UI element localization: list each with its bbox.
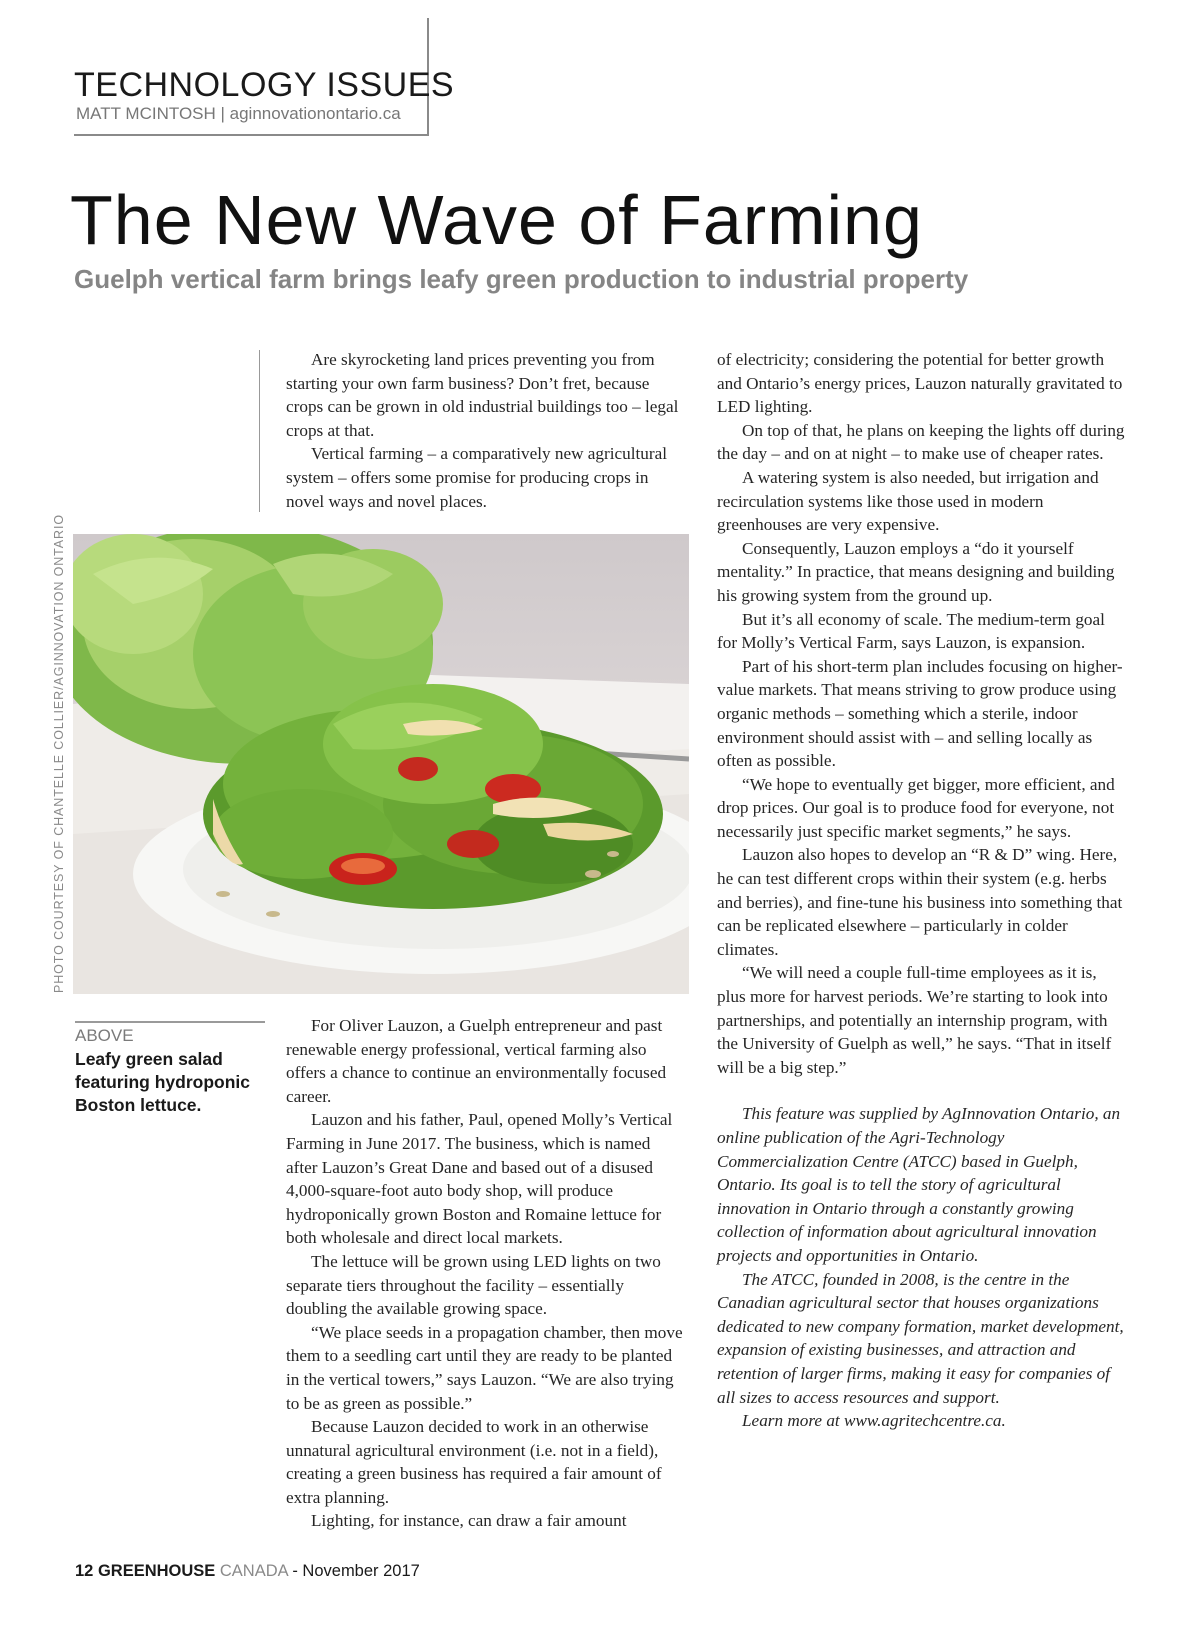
photo-credit: PHOTO COURTESY OF CHANTELLE COLLIER/AGINNOVATION ONTARIO — [52, 514, 66, 993]
credit-paragraph: The ATCC, founded in 2008, is the centre in the Canadian agricultural sector that houses organizations dedicated to new company formation, market development, expansion of existing businesses, and attraction and retention of larger firms, making it easy for companies of all sizes to access resources and support. — [717, 1269, 1124, 1407]
credit-paragraph: Learn more at www.agritechcentre.ca. — [742, 1411, 1006, 1431]
body-paragraph: On top of that, he plans on keeping the lights off during the day – and on at night – to make use of cheaper rates. — [717, 420, 1125, 464]
issue-date: - November 2017 — [292, 1562, 420, 1580]
body-paragraph: For Oliver Lauzon, a Guelph entrepreneur and past renewable energy professional, vertical farming also offers a chance to continue an environmentally focused career. — [286, 1016, 667, 1106]
caption-divider — [75, 1021, 265, 1023]
body-paragraph: A watering system is also needed, but irrigation and recirculation systems like those used in modern greenhouses are very expensive. — [717, 467, 1099, 535]
intro-column — [286, 348, 682, 513]
body-paragraph: Lauzon and his father, Paul, opened Molly’s Vertical Farming in June 2017. The business, which is named after Lauzon’s Great Dane and based out of a disused 4,000-square-foot auto body shop, will produce hydroponically grown Boston and Romaine lettuce for both wholesale and direct local markets. — [286, 1110, 673, 1248]
section-title: TECHNOLOGY ISSUES — [74, 66, 455, 104]
body-paragraph: of electricity; considering the potential for better growth and Ontario’s energy prices, Lauzon naturally gravitated to LED lighting. — [717, 350, 1123, 417]
magazine-name-light: CANADA — [219, 1562, 288, 1580]
photo-caption: Leafy green salad featuring hydroponic Boston lettuce. — [75, 1049, 250, 1115]
body-paragraph: But it’s all economy of scale. The medium-term goal for Molly’s Vertical Farm, says Lauzon, is expansion. — [717, 609, 1105, 653]
intro-paragraph: Are skyrocketing land prices preventing you from starting your own farm business? Don’t fret, because crops can be grown in old industrial buildings too – legal crops at that. — [286, 350, 679, 440]
body-paragraph: Consequently, Lauzon employs a “do it yourself mentality.” In practice, that means designing and building his growing system from the ground up. — [717, 538, 1115, 605]
body-paragraph: Part of his short-term plan includes focusing on higher-value markets. That means striving to grow produce using organic methods – something which a sterile, indoor environment should assist with – and selling locally as often as possible. — [717, 656, 1123, 771]
intro-divider — [259, 350, 260, 512]
section-byline: MATT MCINTOSH | aginnovationontario.ca — [76, 104, 401, 123]
body-column-middle — [286, 1014, 684, 1533]
body-paragraph: The lettuce will be grown using LED lights on two separate tiers throughout the facility – essentially doubling the available growing space. — [286, 1251, 661, 1319]
page-footer — [75, 1562, 420, 1581]
feature-credit-note — [717, 1102, 1127, 1432]
body-paragraph: “We place seeds in a propagation chamber, then move them to a seedling cart until they are ready to be planted in the vertical towers,” says Lauzon. “We are also trying to be as green as possible.” — [286, 1322, 683, 1413]
salad-photo — [73, 534, 689, 994]
credit-paragraph: This feature was supplied by AgInnovation Ontario, an online publication of the Agri-Technology Commercialization Centre (ATCC) based in Guelph, Ontario. Its goal is to tell the story of agricultural innovation in Ontario through a constantly growing collection of information about agricultural innovation projects and opportunities in Ontario. — [717, 1104, 1121, 1265]
article-subheadline: Guelph vertical farm brings leafy green production to industrial property — [74, 264, 969, 294]
caption-label: ABOVE — [75, 1026, 134, 1045]
body-paragraph: “We hope to eventually get bigger, more efficient, and drop prices. Our goal is to produce food for everyone, not necessarily just specific market segments,” he says. — [717, 774, 1115, 841]
body-column-right — [717, 348, 1127, 1433]
page-number: 12 — [75, 1562, 94, 1580]
article-headline: The New Wave of Farming — [70, 181, 923, 259]
body-paragraph: “We will need a couple full-time employees as it is, plus more for harvest periods. We’re starting to look into partnerships, and potentially an internship program, with the University of Guelph as well,” he says. “That in itself will be a big step.” — [717, 963, 1112, 1077]
magazine-name: GREENHOUSE — [97, 1562, 220, 1580]
body-paragraph: Because Lauzon decided to work in an otherwise unnatural agricultural environment (i.e. not in a field), creating a green business has required a fair amount of extra planning. — [286, 1417, 662, 1507]
body-paragraph: Lauzon also hopes to develop an “R & D” wing. Here, he can test different crops within their system (e.g. herbs and berries), and fine-tune his business into something that can be replicated elsewhere – particularly in colder climates. — [717, 845, 1123, 959]
intro-paragraph: Vertical farming – a comparatively new agricultural system – offers some promise for producing crops in novel ways and novel places. — [286, 444, 668, 511]
body-paragraph: Lighting, for instance, can draw a fair amount — [311, 1511, 627, 1531]
